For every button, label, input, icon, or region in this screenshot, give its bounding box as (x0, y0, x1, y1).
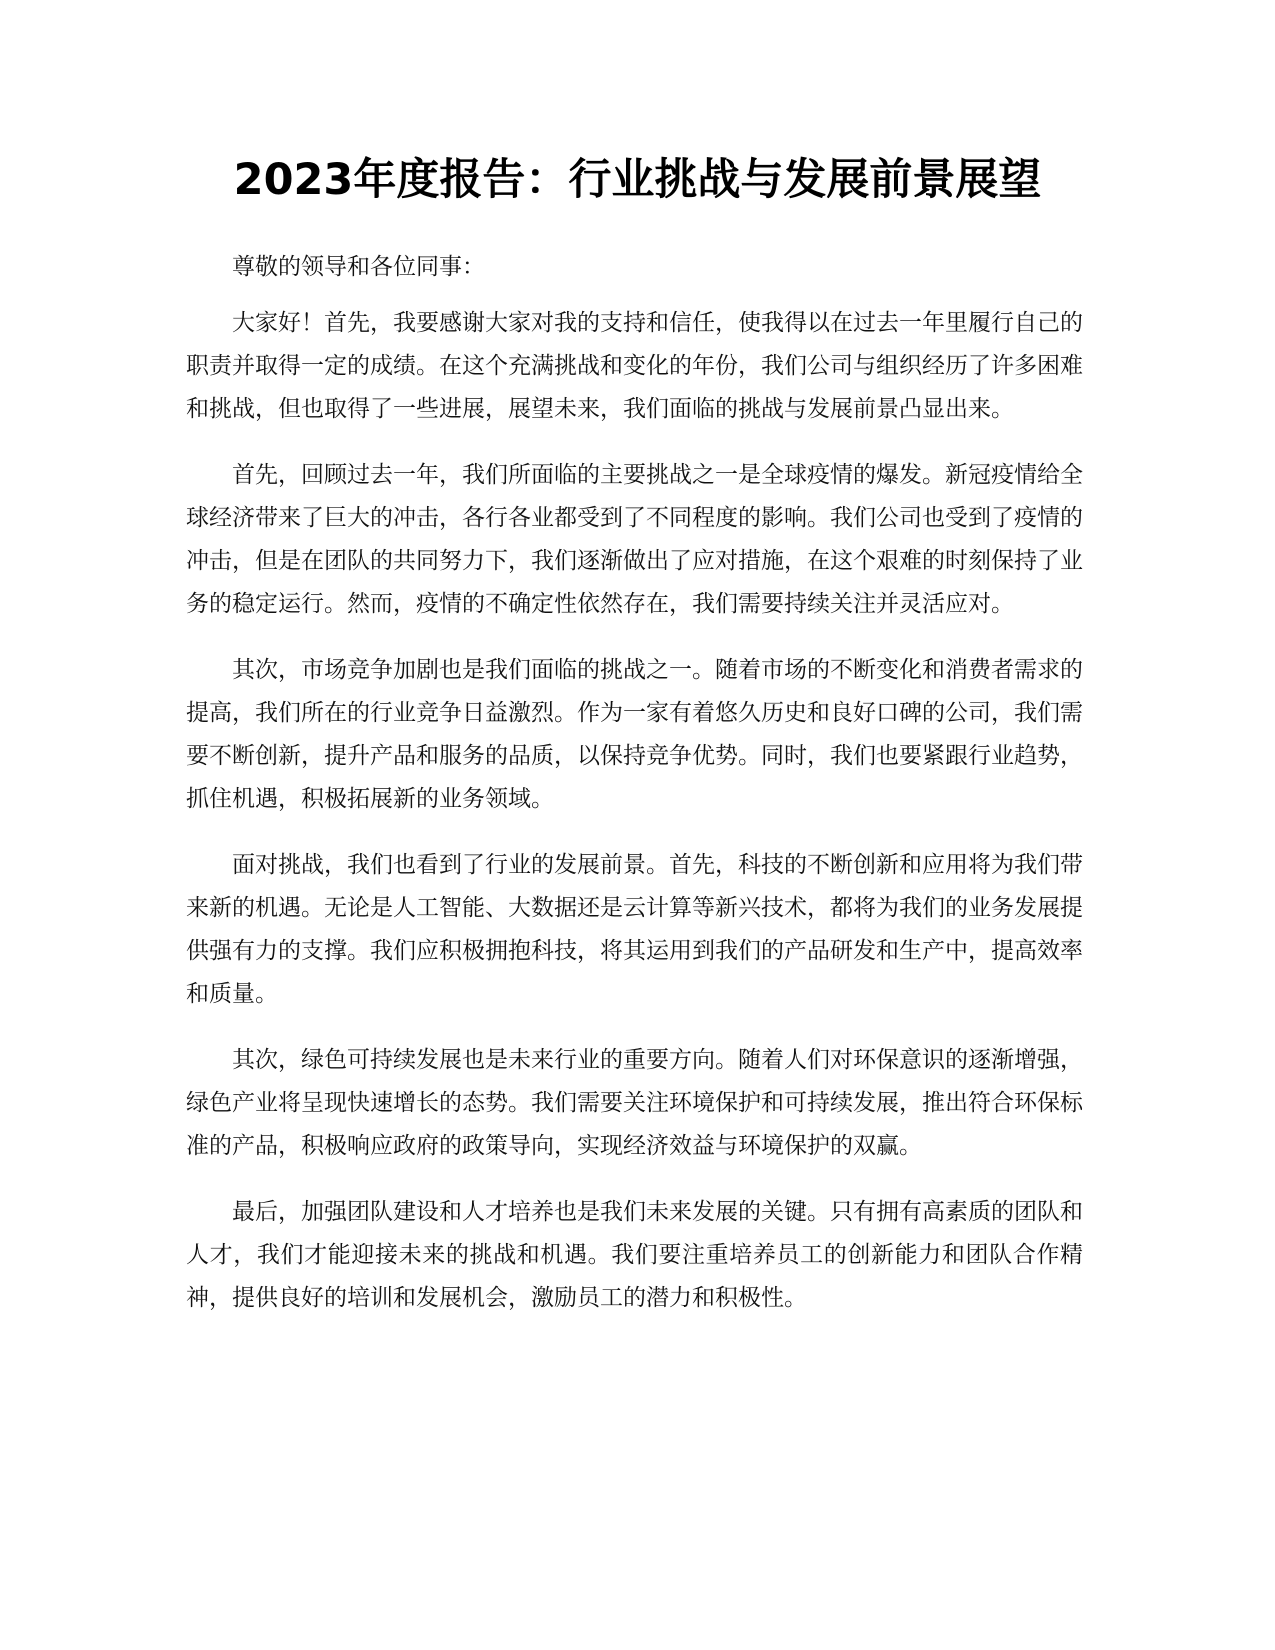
document-title: 2023年度报告：行业挑战与发展前景展望 (233, 155, 1042, 205)
paragraph-intro: 大家好！首先，我要感谢大家对我的支持和信任，使我得以在过去一年里履行自己的职责并取得一定的成绩。在这个充满挑战和变化的年份，我们公司与组织经历了许多困难和挑战，但也取得了一些进展，展望未来，我们面临的挑战与发展前景凸显出来。 (186, 310, 1083, 422)
salutation: 尊敬的领导和各位同事： (232, 254, 485, 280)
paragraph-team: 最后，加强团队建设和人才培养也是我们未来发展的关键。只有拥有高素质的团队和人才，我们才能迎接未来的挑战和机遇。我们要注重培养员工的创新能力和团队合作精神，提供良好的培训和发展机会，激励员工的潜力和积极性。 (186, 1199, 1083, 1311)
document-body (186, 246, 1083, 1343)
paragraph-technology: 面对挑战，我们也看到了行业的发展前景。首先，科技的不断创新和应用将为我们带来新的机遇。无论是人工智能、大数据还是云计算等新兴技术，都将为我们的业务发展提供强有力的支撑。我们应积极拥抱科技，将其运用到我们的产品研发和生产中，提高效率和质量。 (186, 852, 1083, 1007)
paragraph-competition: 其次，市场竞争加剧也是我们面临的挑战之一。随着市场的不断变化和消费者需求的提高，我们所在的行业竞争日益激烈。作为一家有着悠久历史和良好口碑的公司，我们需要不断创新，提升产品和服务的品质，以保持竞争优势。同时，我们也要紧跟行业趋势，抓住机遇，积极拓展新的业务领域。 (186, 657, 1083, 812)
paragraph-green: 其次，绿色可持续发展也是未来行业的重要方向。随着人们对环保意识的逐渐增强，绿色产业将呈现快速增长的态势。我们需要关注环境保护和可持续发展，推出符合环保标准的产品，积极响应政府的政策导向，实现经济效益与环境保护的双赢。 (186, 1047, 1083, 1159)
paragraph-pandemic: 首先，回顾过去一年，我们所面临的主要挑战之一是全球疫情的爆发。新冠疫情给全球经济带来了巨大的冲击，各行各业都受到了不同程度的影响。我们公司也受到了疫情的冲击，但是在团队的共同努力下，我们逐渐做出了应对措施，在这个艰难的时刻保持了业务的稳定运行。然而，疫情的不确定性依然存在，我们需要持续关注并灵活应对。 (186, 462, 1083, 617)
